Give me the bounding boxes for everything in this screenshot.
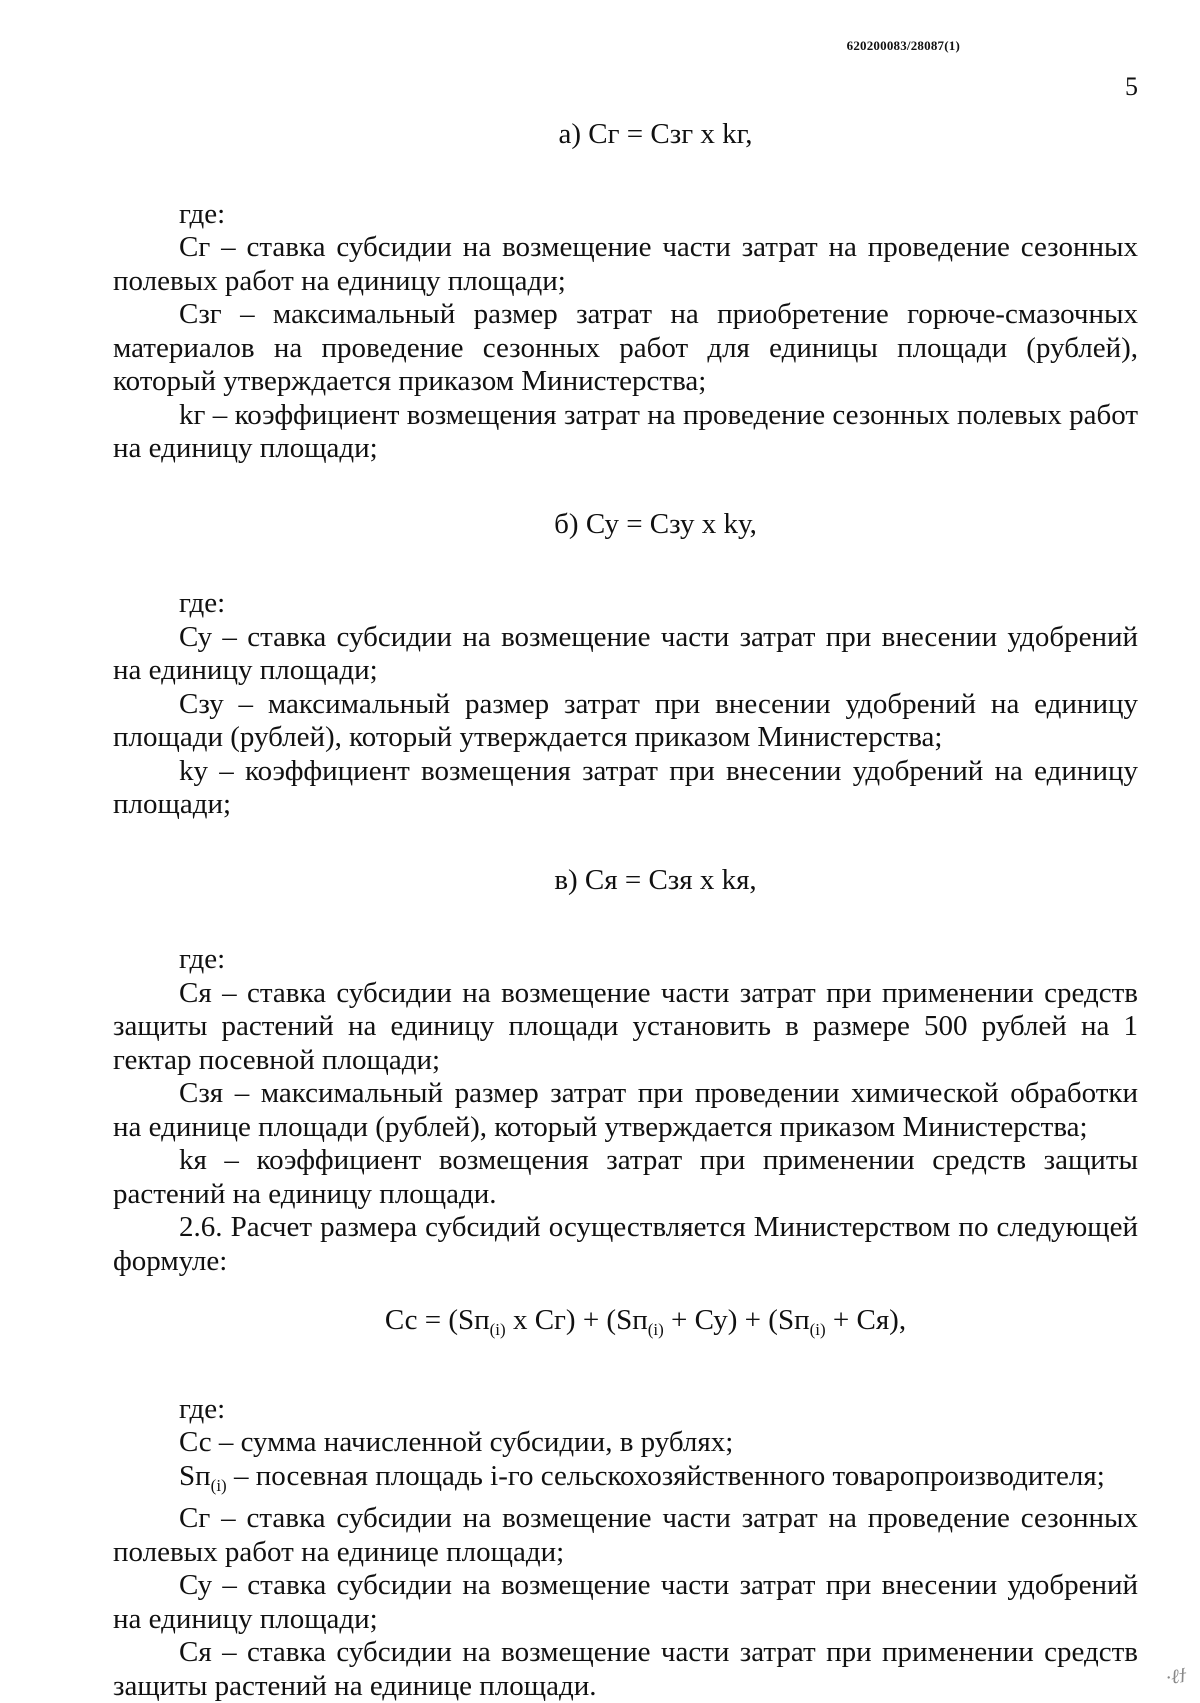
subsidy-total-formula — [113, 1304, 1138, 1347]
formula-part: + Ся), — [825, 1304, 907, 1336]
formula-part: Сс = (Sп — [384, 1304, 490, 1336]
formula-a: а) Сг = Сзг х kг, — [558, 118, 753, 150]
page-number: 5 — [1125, 72, 1138, 101]
definition-paragraph: Сзя – максимальный размер затрат при проведении химической обработки на единице площади (рублей), который утверждается приказом Министерства; — [113, 1077, 1138, 1143]
definition-paragraph: kя – коэффициент возмещения затрат при применении средств защиты растений на единицу площади. — [113, 1144, 1138, 1210]
definition-paragraph: Су – ставка субсидии на возмещение части затрат при внесении удобрений на единицу площади; — [113, 1569, 1138, 1635]
where-label: где: — [179, 1392, 226, 1425]
definition-text: – посевная площадь i-го сельскохозяйственного товаропроизводителя; — [226, 1459, 1105, 1492]
formula-subscript: (i) — [210, 1475, 227, 1495]
formula-subscript: (i) — [489, 1320, 506, 1339]
definition-paragraph — [113, 1460, 1138, 1503]
definition-paragraph: Сг – ставка субсидии на возмещение части затрат на проведение сезонных полевых работ на единице площади; — [113, 1502, 1138, 1568]
formula-b: б) Су = Сзу х kу, — [554, 507, 757, 540]
section-2-6-intro: 2.6. Расчет размера субсидий осуществляется Министерством по следующей формуле: — [113, 1211, 1138, 1277]
definition-paragraph: Сг – ставка субсидии на возмещение части затрат на проведение сезонных полевых работ на единицу площади; — [113, 231, 1138, 297]
definition-paragraph: Сс – сумма начисленной субсидии, в рублях; — [179, 1426, 734, 1458]
formula-subscript: (i) — [809, 1320, 826, 1339]
where-label: где: — [179, 587, 226, 619]
definition-paragraph: Су – ставка субсидии на возмещение части затрат при внесении удобрений на единицу площади; — [113, 620, 1138, 686]
formula-subscript: (i) — [647, 1320, 664, 1339]
document-body — [113, 118, 1138, 1703]
handwritten-mark: ·ℓϯ — [1164, 1664, 1188, 1690]
definition-paragraph: Сзу – максимальный размер затрат при внесении удобрений на единицу площади (рублей), который утверждается приказом Министерства; — [113, 687, 1138, 753]
where-label: где: — [179, 943, 226, 975]
where-label: где: — [179, 197, 226, 230]
formula-part: х Сг) + (Sп — [505, 1304, 648, 1336]
formula-c: в) Ся = Сзя х kя, — [554, 863, 757, 896]
definition-paragraph: kу – коэффициент возмещения затрат при внесении удобрений на единицу площади; — [113, 754, 1138, 820]
definition-paragraph: Ся – ставка субсидии на возмещение части затрат при применении средств защиты растений на единицу площади установить в размере 500 рублей на 1 гектар посевной площади; — [113, 976, 1138, 1076]
formula-part: + Су) + (Sп — [663, 1304, 810, 1336]
definition-paragraph: kг – коэффициент возмещения затрат на проведение сезонных полевых работ на единицу площади; — [113, 398, 1138, 464]
formula-part: Sп — [179, 1459, 211, 1492]
definition-paragraph: Ся – ставка субсидии на возмещение части затрат при применении средств защиты растений на единице площади. — [113, 1636, 1138, 1702]
definition-paragraph: Сзг – максимальный размер затрат на приобретение горюче-смазочных материалов на проведение сезонных работ для единицы площади (рублей), который утверждается приказом Министерства; — [113, 298, 1138, 397]
document-id: 620200083/28087(1) — [846, 38, 960, 53]
